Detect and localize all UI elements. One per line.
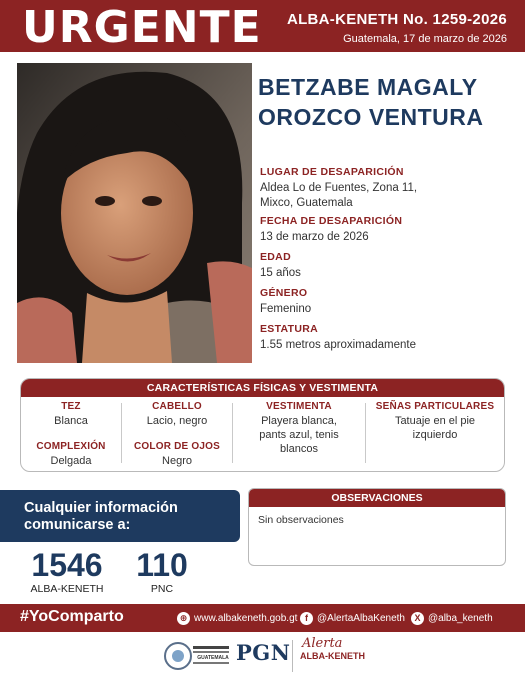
name-line-1: BETZABE MAGALY	[258, 74, 478, 100]
alert-code: ALBA-KENETH No. 1259-2026	[286, 11, 507, 28]
gov-logo-text: GUATEMALA	[197, 655, 229, 661]
observations-panel	[248, 488, 506, 566]
website-text: www.albakeneth.gob.gt	[194, 613, 298, 624]
complexion-cell	[23, 441, 119, 468]
complexion-value: Delgada	[50, 455, 92, 467]
senas-value: Tatuaje en el pie izquierdo	[394, 415, 476, 441]
vestimenta-value: Playera blanca, pants azul, tenis blancos	[259, 415, 339, 455]
facebook-link[interactable]	[300, 612, 405, 625]
footer-banner	[0, 604, 525, 632]
tez-value: Blanca	[54, 415, 88, 427]
divider	[232, 403, 233, 463]
logos-row	[0, 636, 525, 679]
hashtag[interactable]: #YoComparto	[20, 608, 124, 625]
phone-label-pnc: PNC	[150, 583, 174, 595]
cabello-cell	[123, 401, 231, 428]
gov-logo-line	[193, 651, 229, 653]
ojos-label: COLOR DE OJOS	[134, 441, 220, 452]
name-line-2: OROZCO VENTURA	[258, 104, 484, 130]
person-name	[258, 72, 518, 132]
phone-number-110: 110	[136, 547, 188, 583]
header-banner	[0, 0, 525, 52]
phone-alba-keneth[interactable]	[20, 548, 114, 595]
date-label: FECHA DE DESAPARICIÓN	[260, 215, 403, 227]
phone-number-1546: 1546	[31, 547, 103, 583]
gov-logo-line	[193, 646, 229, 649]
phone-pnc[interactable]	[128, 548, 196, 595]
divider	[365, 403, 366, 463]
characteristics-title: CARACTERÍSTICAS FÍSICAS Y VESTIMENTA	[21, 379, 504, 397]
tez-cell	[23, 401, 119, 428]
characteristics-panel	[20, 378, 505, 472]
x-link[interactable]	[411, 612, 493, 625]
place-label: LUGAR DE DESAPARICIÓN	[260, 166, 404, 178]
vestimenta-label: VESTIMENTA	[266, 401, 332, 412]
facebook-icon: f	[300, 612, 313, 625]
alert-date: Guatemala, 17 de marzo de 2026	[343, 33, 507, 45]
gender-value: Femenino	[260, 303, 312, 315]
contact-line-1: Cualquier información	[24, 500, 178, 516]
urgent-title: URGENTE	[22, 2, 262, 53]
seal-center	[172, 650, 184, 662]
place-value: Aldea Lo de Fuentes, Zona 11, Mixco, Guatemala	[260, 182, 418, 209]
ojos-cell	[123, 441, 231, 468]
age-label: EDAD	[260, 251, 291, 263]
height-label: ESTATURA	[260, 323, 319, 335]
divider	[121, 403, 122, 463]
missing-person-photo	[17, 63, 252, 363]
senas-label: SEÑAS PARTICULARES	[375, 401, 495, 412]
alerta-alba-keneth-logo: ALBA-KENETH	[300, 651, 365, 661]
tez-label: TEZ	[61, 401, 81, 412]
cabello-value: Lacio, negro	[146, 415, 208, 427]
gender-label: GÉNERO	[260, 287, 308, 299]
disappearance-info	[260, 166, 515, 353]
vestimenta-cell	[235, 401, 363, 456]
website-link[interactable]	[177, 612, 297, 625]
x-text: @alba_keneth	[428, 613, 493, 624]
alerta-script: Alerta	[302, 636, 343, 651]
facebook-text: @AlertaAlbaKeneth	[317, 613, 405, 624]
contact-banner	[0, 490, 240, 542]
date-value: 13 de marzo de 2026	[260, 231, 369, 243]
observations-title: OBSERVACIONES	[249, 489, 505, 507]
contact-line-2: comunicarse a:	[24, 517, 131, 533]
ojos-value: Negro	[162, 455, 192, 467]
complexion-label: COMPLEXIÓN	[36, 441, 106, 452]
height-value: 1.55 metros aproximadamente	[260, 339, 416, 351]
gov-logo-line	[193, 662, 229, 664]
phone-label-alba: ALBA-KENETH	[30, 583, 104, 595]
pgn-logo: PGN	[236, 640, 291, 665]
cabello-label: CABELLO	[152, 401, 202, 412]
senas-cell	[367, 401, 503, 442]
logo-divider	[292, 640, 293, 672]
portrait-image	[17, 63, 252, 363]
observations-value: Sin observaciones	[258, 514, 344, 526]
age-value: 15 años	[260, 267, 301, 279]
globe-icon: ⊕	[177, 612, 190, 625]
x-icon: X	[411, 612, 424, 625]
